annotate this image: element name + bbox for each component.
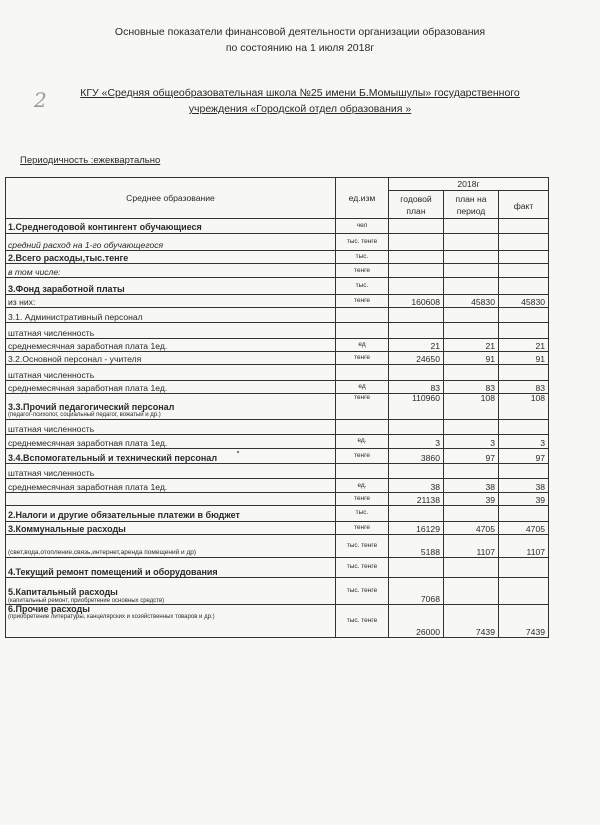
table-row (6, 233, 549, 250)
table-row (6, 351, 549, 364)
row-label (6, 394, 336, 420)
period-plan-value: 39 (444, 492, 499, 505)
table-row (6, 264, 549, 277)
period-plan-value (444, 506, 499, 521)
row-unit: ед. (336, 479, 389, 492)
table-row (6, 380, 549, 393)
row-unit: тыс. (336, 506, 389, 521)
row-label (6, 492, 336, 505)
table-row (6, 557, 549, 578)
header-fact: факт (499, 191, 549, 219)
row-label-main: 3.3.Прочий педагогический персонал (8, 402, 175, 413)
row-label: среднемесячная заработная плата 1ед. (6, 479, 336, 492)
table-row (6, 295, 549, 307)
fact-value (499, 506, 549, 521)
fact-value: 4705 (499, 521, 549, 534)
annual-plan-value: 24650 (389, 351, 444, 364)
annual-plan-value: 21 (389, 338, 444, 351)
table-row (6, 419, 549, 434)
row-unit: ед. (336, 435, 389, 448)
table-row (6, 578, 549, 605)
annual-plan-value: 110960 (389, 394, 444, 420)
fact-value: 45830 (499, 295, 549, 307)
annual-plan-value: 26000 (389, 604, 444, 637)
annual-plan-value: 16129 (389, 521, 444, 534)
row-label: средний расход на 1-го обучающегося (6, 233, 336, 250)
row-label: 3.4.Вспомогательный и технический персонал (6, 448, 336, 463)
fact-value: 3 (499, 435, 549, 448)
header-annual: годовой план (389, 191, 444, 219)
row-unit: тенге (336, 448, 389, 463)
row-unit: тенге (336, 264, 389, 277)
row-unit: тыс. тенге (336, 534, 389, 557)
row-unit: тыс. (336, 277, 389, 294)
row-unit: тыс. тенге (336, 557, 389, 578)
annual-plan-value: 21138 (389, 492, 444, 505)
row-label: 3.2.Основной персонал - учителя (6, 351, 336, 364)
annual-plan-value: 83 (389, 380, 444, 393)
annual-plan-value: 3860 (389, 448, 444, 463)
period-plan-value: 108 (444, 394, 499, 420)
row-unit: тыс. тенге (336, 233, 389, 250)
annual-plan-value: 38 (389, 479, 444, 492)
row-label: 1.Среднегодовой контингент обучающиеся (6, 219, 336, 233)
table-row (6, 492, 549, 505)
annual-plan-value: 160608 (389, 295, 444, 307)
table-row (6, 219, 549, 233)
annual-plan-value: 5188 (389, 534, 444, 557)
row-label: штатная численность (6, 419, 336, 434)
period-plan-value: 21 (444, 338, 499, 351)
row-label: 2.Налоги и другие обязательные платежи в бюджет (6, 506, 336, 521)
row-unit: тыс. (336, 251, 389, 264)
row-label: штатная численность (6, 365, 336, 380)
fact-value: 7439 (499, 604, 549, 637)
fact-value: 83 (499, 380, 549, 393)
row-unit: ед (336, 380, 389, 393)
finance-table (5, 177, 548, 638)
periodicity: Периодичность :ежеквартально (20, 155, 161, 166)
table-header-row (6, 178, 549, 191)
table-row (6, 307, 549, 322)
row-unit: тенге (336, 351, 389, 364)
row-unit: чел (336, 219, 389, 233)
period-plan-value: 1107 (444, 534, 499, 557)
annual-plan-value: 3 (389, 435, 444, 448)
table-row (6, 534, 549, 557)
table-row (6, 521, 549, 534)
period-plan-value: 3 (444, 435, 499, 448)
period-plan-value: 97 (444, 448, 499, 463)
row-label (6, 604, 336, 637)
row-unit: тенге (336, 492, 389, 505)
table-row (6, 479, 549, 492)
fact-value: 1107 (499, 534, 549, 557)
row-label: 3.1. Административный персонал (6, 307, 336, 322)
report-date: по состоянию на 1 июля 2018г (225, 42, 375, 54)
table-row (6, 394, 549, 420)
row-label: в том числе: (6, 264, 336, 277)
period-plan-value: 7439 (444, 604, 499, 637)
row-label: штатная численность (6, 323, 336, 338)
period-plan-value: 45830 (444, 295, 499, 307)
organization-name: КГУ «Средняя общеобразовательная школа №25 имени Б.Момышулы» государственного (80, 87, 520, 99)
row-unit: тыс. тенге (336, 578, 389, 605)
organization-parent: учреждения «Городской отдел образования » (188, 103, 412, 115)
row-label-main: 6.Прочие расходы (8, 604, 90, 614)
header-unit: ед.изм (336, 178, 389, 219)
row-unit: тенге (336, 394, 389, 420)
table-row (6, 338, 549, 351)
table-row (6, 448, 549, 463)
fact-value: 91 (499, 351, 549, 364)
row-unit: тенге (336, 521, 389, 534)
row-label: среднемесячная заработная плата 1ед. (6, 435, 336, 448)
row-label: среднемесячная заработная плата 1ед. (6, 338, 336, 351)
table-row (6, 435, 549, 448)
fact-value: 38 (499, 479, 549, 492)
row-label: из них: (6, 295, 336, 307)
row-sublabel: (педагог-психолог, социальный педагог, вожатый и др.) (8, 412, 161, 419)
header-main: Среднее образование (6, 178, 336, 219)
row-unit: тыс. тенге (336, 604, 389, 637)
row-label: среднемесячная заработная плата 1ед. (6, 380, 336, 393)
row-label: 2.Всего расходы,тыс.тенге (6, 251, 336, 264)
row-label (6, 578, 336, 605)
period-plan-value: 83 (444, 380, 499, 393)
table-row (6, 277, 549, 294)
row-unit: тенге (336, 295, 389, 307)
handwritten-page-mark: 2 (34, 88, 47, 112)
row-sublabel: (свет,вода,отопление,связь,интернет,аренда помещений и др) (6, 534, 336, 557)
row-unit: ед (336, 338, 389, 351)
fact-value: 21 (499, 338, 549, 351)
period-plan-value: 38 (444, 479, 499, 492)
report-title: Основные показатели финансовой деятельности организации образования (114, 26, 486, 38)
row-label: 3.Коммунальные расходы (6, 521, 336, 534)
row-sublabel: (приобретение литературы, канцелярских и хозяйственных товаров и др.) (8, 614, 215, 621)
table-row (6, 464, 549, 479)
fact-value: 108 (499, 394, 549, 420)
table-row (6, 506, 549, 521)
annual-plan-value: 7068 (389, 578, 444, 605)
row-label: 3.Фонд заработной платы (6, 277, 336, 294)
row-label: штатная численность (6, 464, 336, 479)
annual-plan-value (389, 506, 444, 521)
table-row (6, 251, 549, 264)
header-year: 2018г (389, 178, 549, 191)
fact-value: 39 (499, 492, 549, 505)
period-plan-value: 91 (444, 351, 499, 364)
row-label: 4.Текущий ремонт помещений и оборудования (6, 557, 336, 578)
fact-value: 97 (499, 448, 549, 463)
header-period: план на период (444, 191, 499, 219)
table-row (6, 323, 549, 338)
period-plan-value: 4705 (444, 521, 499, 534)
row-label-main: 5.Капитальный расходы (8, 587, 118, 598)
table-row (6, 365, 549, 380)
row-sublabel: (капитальный ремонт, приобретение основных средств) (8, 597, 165, 604)
scan-speck (237, 451, 239, 453)
table-row (6, 604, 549, 637)
